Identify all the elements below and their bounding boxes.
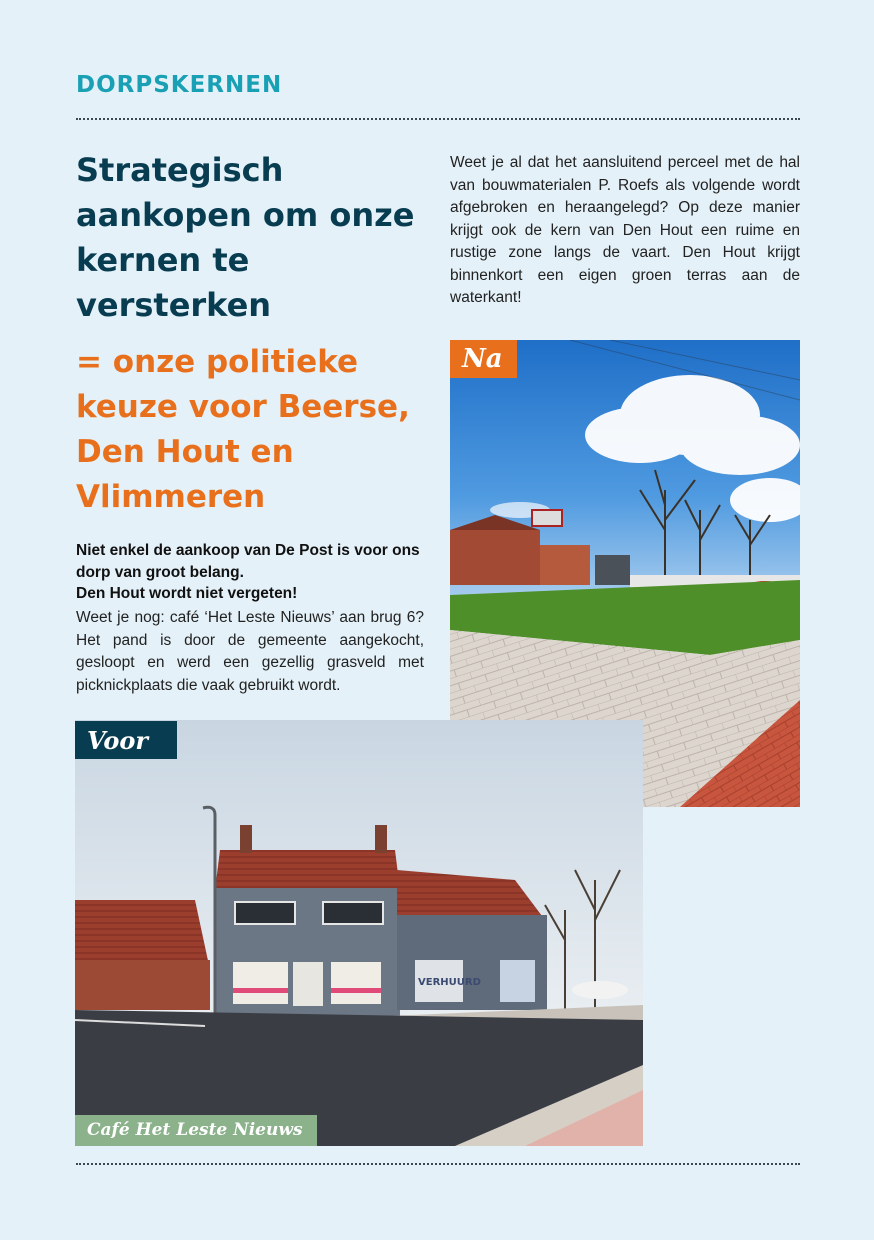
section-label: DORPSKERNEN xyxy=(76,72,283,98)
article-title: Strategisch aankopen om onze kernen te versterken xyxy=(76,151,415,324)
right-body-text: Weet je al dat het aansluitend perceel met de hal van bouwmaterialen P. Roefs als volgende wordt afgebroken en heraangelegd? Op deze manier krijgt ook de kern van Den Hout een ruime en rustige zone langs de vaart. Den Hout krijgt binnenkort een eigen groen terras aan de waterkant! xyxy=(450,154,800,306)
after-tag: Na xyxy=(450,340,517,378)
before-photo-caption: Café Het Leste Nieuws xyxy=(75,1115,317,1146)
intro-line-1: Niet enkel de aankoop van De Post is voor ons dorp van groot belang. xyxy=(76,542,420,581)
intro-text xyxy=(76,540,426,605)
before-photo xyxy=(75,720,643,1146)
intro-line-2: Den Hout wordt niet vergeten! xyxy=(76,585,298,602)
left-body-text: Weet je nog: café ‘Het Leste Nieuws’ aan brug 6? Het pand is door de gemeente aangekocht, gesloopt en werd een gezellig grasveld met picknickplaats die vaak gebruikt wordt. xyxy=(76,609,424,694)
before-sign-text: VERHUURD xyxy=(418,977,481,988)
article-subtitle: = onze politieke keuze voor Beerse, Den Hout en Vlimmeren xyxy=(76,344,410,515)
bottom-divider xyxy=(76,1163,800,1165)
top-divider xyxy=(76,118,800,120)
before-tag: Voor xyxy=(75,721,177,759)
